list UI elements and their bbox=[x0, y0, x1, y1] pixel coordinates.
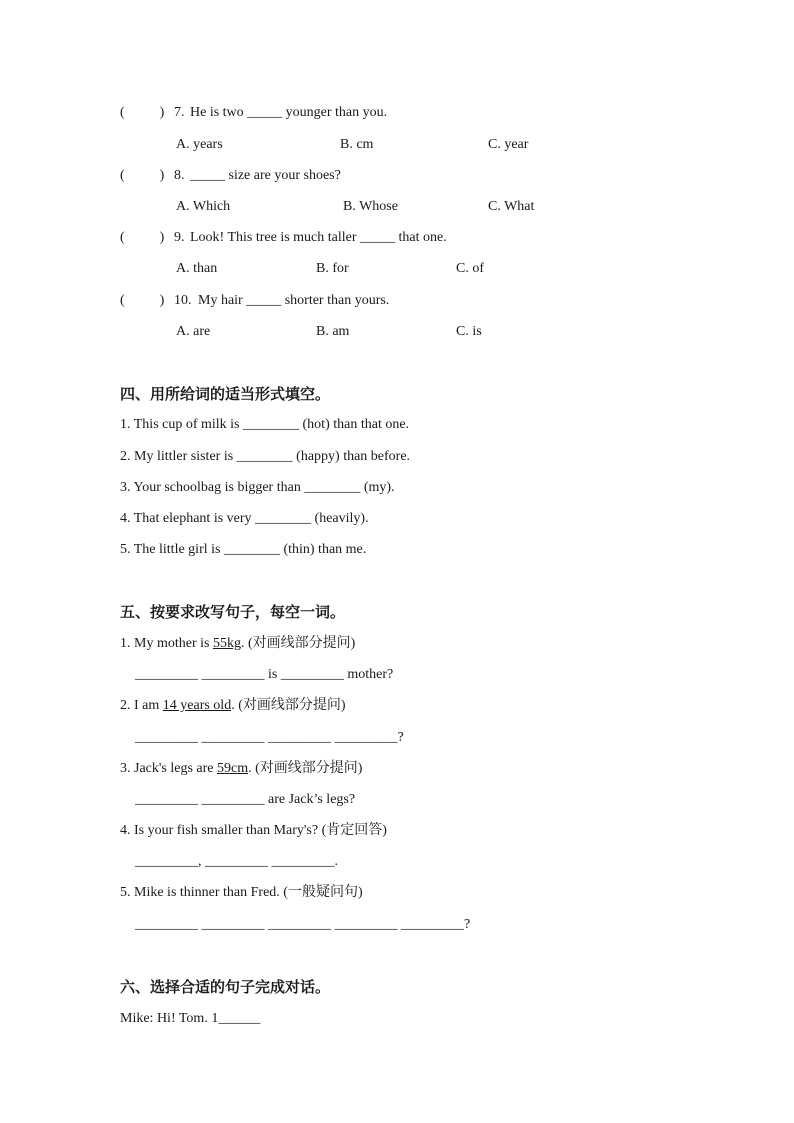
underlined-phrase: 14 years old bbox=[162, 698, 232, 713]
mc-10-stem: My hair _____ shorter than yours. bbox=[198, 293, 390, 308]
mc-7-option-b: B. cm bbox=[340, 137, 374, 152]
section-5-answer-2: _________ _________ _________ _________? bbox=[135, 730, 404, 745]
mc-8-option-a: A. Which bbox=[176, 199, 231, 214]
section-5-question-4: 4. Is your fish smaller than Mary's? (肯定回答) bbox=[120, 823, 387, 838]
section-5-answer-1: _________ _________ is _________ mother? bbox=[135, 667, 394, 682]
mc-9-option-b: B. for bbox=[316, 261, 349, 276]
mc-10-option-b: B. am bbox=[316, 324, 350, 339]
mc-9-option-c: C. of bbox=[456, 261, 484, 276]
underlined-phrase: 55kg bbox=[212, 636, 241, 651]
section-5-heading: 五、按要求改写句子，每空一词。 bbox=[120, 603, 346, 621]
dialogue-line-1: Mike: Hi! Tom. 1______ bbox=[120, 1011, 261, 1026]
mc-9-number: 9. bbox=[174, 230, 185, 245]
mc-8-number: 8. bbox=[174, 168, 185, 183]
section-4-heading: 四、用所给词的适当形式填空。 bbox=[120, 385, 331, 403]
mc-8-stem: _____ size are your shoes? bbox=[190, 168, 341, 183]
mc-10-paren: ( ) bbox=[120, 293, 165, 308]
section-4-item-3: 3. Your schoolbag is bigger than ________ (my). bbox=[120, 480, 395, 495]
section-4-item-4: 4. That elephant is very ________ (heavily). bbox=[120, 511, 369, 526]
mc-7-option-a: A. years bbox=[176, 137, 223, 152]
mc-8-paren: ( ) bbox=[120, 168, 165, 183]
section-5-question-3: 3. Jack's legs are 59cm. (对画线部分提问) bbox=[120, 761, 363, 776]
mc-10-option-a: A. are bbox=[176, 324, 211, 339]
section-5-answer-4: _________, _________ _________. bbox=[135, 854, 338, 869]
section-5-question-2: 2. I am 14 years old. (对画线部分提问) bbox=[120, 698, 346, 713]
mc-8-option-b: B. Whose bbox=[343, 199, 398, 214]
section-4-item-5: 5. The little girl is ________ (thin) than me. bbox=[120, 542, 367, 557]
mc-8-option-c: C. What bbox=[488, 199, 535, 214]
section-5-question-5: 5. Mike is thinner than Fred. (一般疑问句) bbox=[120, 885, 363, 900]
underlined-phrase: 59cm bbox=[217, 761, 249, 776]
mc-7-paren: ( ) bbox=[120, 105, 165, 120]
section-4-item-1: 1. This cup of milk is ________ (hot) than that one. bbox=[120, 417, 410, 432]
mc-10-option-c: C. is bbox=[456, 324, 482, 339]
mc-9-paren: ( ) bbox=[120, 230, 165, 245]
mc-9-option-a: A. than bbox=[176, 261, 218, 276]
mc-9-stem: Look! This tree is much taller _____ that one. bbox=[190, 230, 447, 245]
section-5-question-1: 1. My mother is 55kg. (对画线部分提问) bbox=[120, 636, 356, 651]
section-4-item-2: 2. My littler sister is ________ (happy) than before. bbox=[120, 449, 411, 464]
section-6-heading: 六、选择合适的句子完成对话。 bbox=[120, 978, 331, 996]
mc-7-option-c: C. year bbox=[488, 137, 529, 152]
mc-7-stem: He is two _____ younger than you. bbox=[190, 105, 388, 120]
section-5-answer-3: _________ _________ are Jack’s legs? bbox=[135, 792, 356, 807]
section-5-answer-5: _________ _________ _________ _________ _________? bbox=[135, 917, 471, 932]
mc-10-number: 10. bbox=[174, 293, 192, 308]
mc-7-number: 7. bbox=[174, 105, 185, 120]
